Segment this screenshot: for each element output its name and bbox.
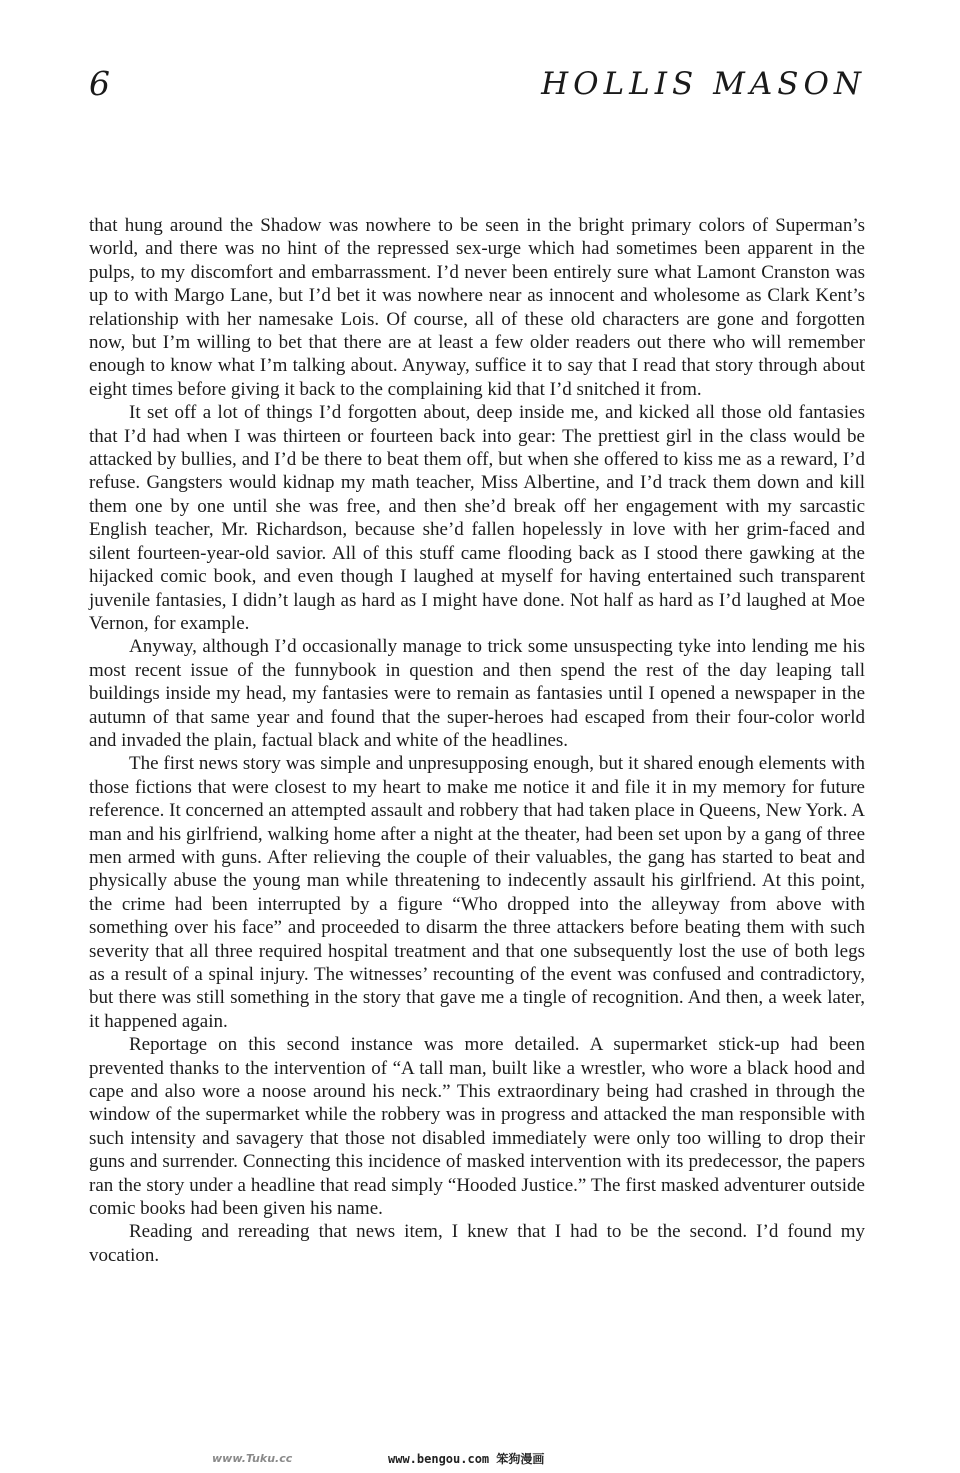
footer	[0, 1449, 960, 1469]
running-head-title: HOLLIS MASON	[541, 66, 866, 102]
paragraph-2: It set off a lot of things I’d forgotten about, deep inside me, and kicked all those old fantasies that I’d had when I was thirteen or fourteen back into gear: The prettiest girl in the class would be attacked by bullies, and I’d be there to beat them off, but when she offered to kiss me as a reward, I’d refuse. Gangsters would kidnap my math teacher, Miss Albertine, and I’d track them down and kill them one by one until she was free, and then she’d break off her engagement with my sarcastic English teacher, Mr. Richardson, because she’d fallen hopelessly in love with her grim-faced and silent fourteen-year-old savior. All of this stuff came flooding back as I stood there gawking at the hijacked comic book, and even though I laughed at myself for having entertained such transparent juvenile fantasies, I didn’t laugh as hard as I might have done. Not half as hard as I’d laughed at Moe Vernon, for example.	[89, 402, 865, 634]
watermark-left: www.Tuku.cc	[212, 1452, 293, 1465]
paragraph-6: Reading and rereading that news item, I knew that I had to be the second. I’d found my vocation.	[89, 1221, 865, 1266]
paragraph-1: that hung around the Shadow was nowhere to be seen in the bright primary colors of Superman’s world, and there was no hint of the repressed sex-urge which had sometimes been apparent in the pulps, to my discomfort and embarrassment. I’d never been entirely sure what Lamont Cranston was up to with Margo Lane, but I’d bet it was nowhere near as innocent and wholesome as Clark Kent’s relationship with her namesake Lois. Of course, all of these old characters are gone and forgotten now, but I’m willing to bet that there are at least a few older readers out there who will remember enough to know what I’m talking about. Anyway, suffice it to say that I read that story through about eight times before giving it back to the complaining kid that I’d snitched it from.	[89, 215, 865, 400]
watermark-right: www.bengou.com 笨狗漫画	[388, 1452, 545, 1466]
page-number: 6	[89, 64, 110, 103]
body-text	[89, 214, 865, 1267]
paragraph-5: Reportage on this second instance was more detailed. A supermarket stick-up had been prevented thanks to the intervention of “A tall man, built like a wrestler, who wore a black hood and cape and also wore a noose around his neck.” This extraordinary being had crashed in through the window of the supermarket while the robbery was in progress and attacked the man responsible with such intensity and savagery that those not disabled immediately were only too willing to drop their guns and surrender. Connecting this incidence of masked intervention with its predecessor, the papers ran the story under a headline that read simply “Hooded Justice.” The first masked adventurer outside comic books had been given his name.	[89, 1034, 865, 1220]
paragraph-4: The first news story was simple and unpresupposing enough, but it shared enough elements with those fictions that were closest to my heart to make me notice it and file it in my memory for future reference. It concerned an attempted assault and robbery that had taken place in Queens, New York. A man and his girlfriend, walking home after a night at the theater, had been set upon by a gang of three men armed with guns. After relieving the couple of their valuables, the gang has started to beat and physically abuse the young man while threatening to indecently assault his girlfriend. At this point, the crime had been interrupted by a figure “Who dropped into the alleyway from above with something over his face” and proceeded to disarm the three attackers before beating them with such severity that all three required hospital treatment and that one subsequently lost the use of both legs as a result of a spinal injury. The witnesses’ recounting of the event was confused and contradictory, but there was still something in the story that gave me a tingle of recognition. And then, a week later, it happened again.	[89, 753, 865, 1032]
paragraph-3: Anyway, although I’d occasionally manage to trick some unsuspecting tyke into lending me his most recent issue of the funnybook in question and then spend the rest of the day leaping tall buildings inside my head, my fantasies were to remain as fantasies until I opened a newspaper in the autumn of that same year and found that the super-heroes had escaped from their four-color world and invaded the plain, factual black and white of the headlines.	[89, 636, 865, 751]
